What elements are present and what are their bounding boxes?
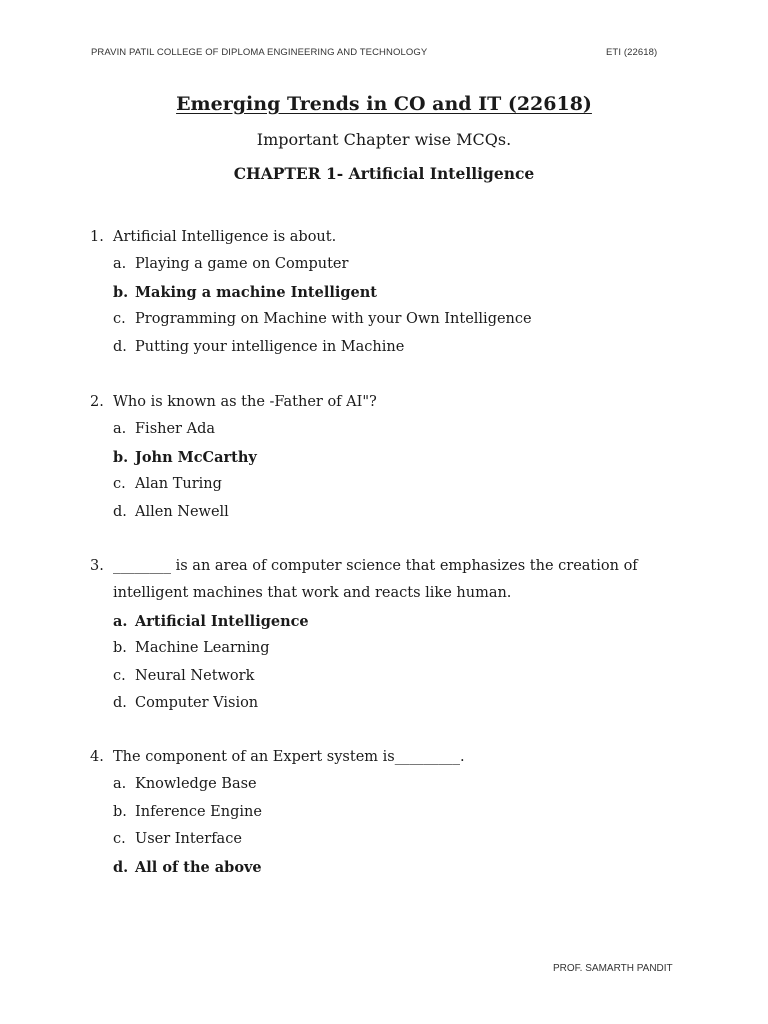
option-text: Alan Turing — [135, 476, 222, 493]
document-title-text: Emerging Trends in CO and IT (22618) — [176, 93, 592, 115]
option-text: Knowledge Base — [135, 776, 257, 793]
question-text — [90, 744, 690, 771]
option-label: b. — [113, 640, 127, 657]
option-text: Fisher Ada — [135, 421, 215, 438]
question-number: 3. — [90, 558, 104, 574]
question-3 — [90, 553, 690, 717]
option-text: Inference Engine — [135, 803, 262, 820]
option-text: Allen Newell — [135, 503, 229, 520]
option-d — [90, 334, 690, 361]
option-label: d. — [113, 858, 129, 876]
header-course-code: ETI (22618) — [606, 47, 658, 58]
option-label: c. — [113, 476, 126, 493]
chapter-heading: CHAPTER 1- Artificial Intelligence — [233, 164, 535, 183]
question-text-continued: intelligent machines that work and reacts like human. — [113, 585, 512, 602]
option-c — [90, 306, 690, 333]
option-label: a. — [113, 612, 128, 630]
option-label: a. — [113, 421, 127, 438]
option-text: All of the above — [135, 858, 262, 876]
option-b-correct — [90, 279, 690, 306]
question-number: 1. — [90, 229, 104, 245]
option-c — [90, 471, 690, 498]
option-d-correct — [90, 854, 690, 881]
question-number: 2. — [90, 394, 104, 410]
question-stem: ________ is an area of computer science that emphasizes the creation of — [113, 558, 638, 574]
question-stem: The component of an Expert system is_________. — [113, 749, 465, 765]
question-stem: Artificial Intelligence is about. — [113, 229, 337, 245]
question-number: 4. — [90, 749, 104, 765]
option-label: d. — [113, 338, 127, 355]
option-text: Machine Learning — [135, 640, 270, 657]
option-label: a. — [113, 776, 127, 793]
question-4 — [90, 744, 690, 881]
option-b-correct — [90, 444, 690, 471]
option-text: Neural Network — [135, 667, 255, 684]
option-d — [90, 690, 690, 717]
option-text: Programming on Machine with your Own Intelligence — [135, 311, 532, 328]
option-d — [90, 499, 690, 526]
question-stem: Who is known as the -Father of AI"? — [113, 394, 377, 410]
option-label: d. — [113, 694, 127, 711]
question-text — [90, 389, 690, 416]
question-text — [90, 224, 690, 251]
option-label: a. — [113, 256, 127, 273]
question-1 — [90, 224, 690, 361]
option-text: Playing a game on Computer — [135, 256, 349, 273]
option-label: b. — [113, 448, 129, 466]
option-text: John McCarthy — [135, 448, 257, 466]
option-a — [90, 416, 690, 443]
option-text: Putting your intelligence in Machine — [135, 338, 405, 355]
option-label: c. — [113, 311, 126, 328]
option-text: Making a machine Intelligent — [135, 283, 377, 301]
option-label: d. — [113, 503, 127, 520]
option-text: Artificial Intelligence — [135, 612, 309, 630]
option-label: b. — [113, 803, 127, 820]
document-subtitle: Important Chapter wise MCQs. — [256, 130, 512, 149]
option-a — [90, 771, 690, 798]
question-text — [90, 553, 690, 580]
header-college: PRAVIN PATIL COLLEGE OF DIPLOMA ENGINEERING AND TECHNOLOGY — [91, 47, 428, 58]
option-label: c. — [113, 831, 126, 848]
option-label: c. — [113, 667, 126, 684]
option-text: Computer Vision — [135, 694, 259, 711]
option-b — [90, 799, 690, 826]
option-c — [90, 663, 690, 690]
option-label: b. — [113, 283, 129, 301]
option-a-correct — [90, 608, 690, 635]
option-a — [90, 251, 690, 278]
question-2 — [90, 389, 690, 526]
option-text: User Interface — [135, 831, 242, 848]
document-title — [0, 93, 768, 115]
option-b — [90, 635, 690, 662]
option-c — [90, 826, 690, 853]
footer-author: PROF. SAMARTH PANDIT — [553, 963, 673, 974]
